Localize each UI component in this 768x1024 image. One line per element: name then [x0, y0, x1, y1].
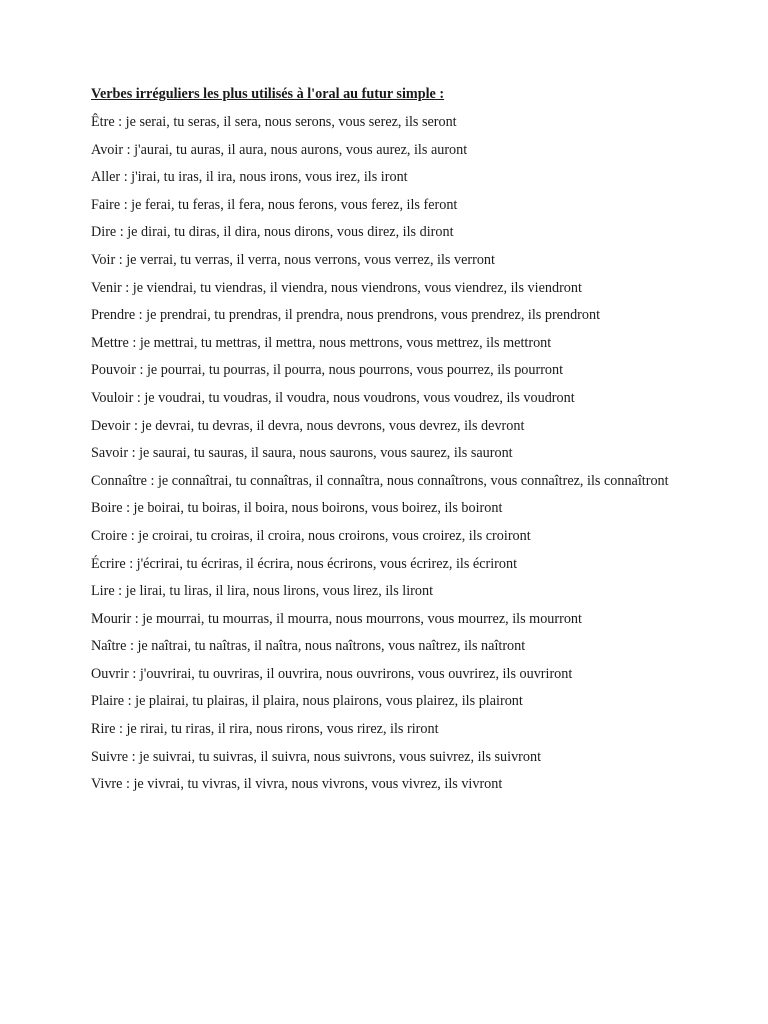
- conjugation-line-faire: Faire : je ferai, tu feras, il fera, nous ferons, vous ferez, ils feront: [91, 196, 458, 213]
- conjugation-line-vivre: Vivre : je vivrai, tu vivras, il vivra, nous vivrons, vous vivrez, ils vivront: [91, 776, 503, 793]
- conjugation-line-connaitre: Connaître : je connaîtrai, tu connaîtras, il connaîtra, nous connaîtrons, vous connaîtrez, ils connaîtront: [91, 472, 669, 489]
- conjugation-line-plaire: Plaire : je plairai, tu plairas, il plaira, nous plairons, vous plairez, ils plairont: [91, 693, 523, 710]
- conjugation-list: [91, 115, 671, 792]
- conjugation-line-ecrire: Écrire : j'écrirai, tu écriras, il écrira, nous écrirons, vous écrirez, ils écriront: [91, 555, 518, 572]
- conjugation-line-mettre: Mettre : je mettrai, tu mettras, il mettra, nous mettrons, vous mettrez, ils mettront: [91, 334, 552, 351]
- conjugation-line-voir: Voir : je verrai, tu verras, il verra, nous verrons, vous verrez, ils verront: [91, 251, 495, 268]
- conjugation-line-naitre: Naître : je naîtrai, tu naîtras, il naîtra, nous naîtrons, vous naîtrez, ils naîtront: [91, 638, 526, 655]
- conjugation-line-dire: Dire : je dirai, tu diras, il dira, nous dirons, vous direz, ils diront: [91, 224, 454, 241]
- conjugation-line-rire: Rire : je rirai, tu riras, il rira, nous rirons, vous rirez, ils riront: [91, 721, 439, 738]
- conjugation-line-suivre: Suivre : je suivrai, tu suivras, il suivra, nous suivrons, vous suivrez, ils suivront: [91, 748, 542, 765]
- conjugation-line-avoir: Avoir : j'aurai, tu auras, il aura, nous aurons, vous aurez, ils auront: [91, 141, 468, 158]
- conjugation-line-lire: Lire : je lirai, tu liras, il lira, nous lirons, vous lirez, ils liront: [91, 583, 434, 600]
- conjugation-line-aller: Aller : j'irai, tu iras, il ira, nous irons, vous irez, ils iront: [91, 169, 408, 186]
- conjugation-line-pouvoir: Pouvoir : je pourrai, tu pourras, il pourra, nous pourrons, vous pourrez, ils pourront: [91, 362, 564, 379]
- conjugation-line-savoir: Savoir : je saurai, tu sauras, il saura, nous saurons, vous saurez, ils sauront: [91, 445, 513, 462]
- conjugation-line-mourir: Mourir : je mourrai, tu mourras, il mourra, nous mourrons, vous mourrez, ils mourront: [91, 610, 582, 627]
- conjugation-line-ouvrir: Ouvrir : j'ouvrirai, tu ouvriras, il ouvrira, nous ouvrirons, vous ouvrirez, ils ouvriront: [91, 665, 573, 682]
- document-page: [91, 86, 671, 805]
- document-title: Verbes irréguliers les plus utilisés à l'oral au futur simple :: [91, 86, 445, 102]
- conjugation-line-boire: Boire : je boirai, tu boiras, il boira, nous boirons, vous boirez, ils boiront: [91, 500, 503, 517]
- conjugation-line-devoir: Devoir : je devrai, tu devras, il devra, nous devrons, vous devrez, ils devront: [91, 417, 525, 434]
- conjugation-line-prendre: Prendre : je prendrai, tu prendras, il prendra, nous prendrons, vous prendrez, ils prendront: [91, 307, 601, 324]
- conjugation-line-vouloir: Vouloir : je voudrai, tu voudras, il voudra, nous voudrons, vous voudrez, ils voudront: [91, 389, 575, 406]
- conjugation-line-croire: Croire : je croirai, tu croiras, il croira, nous croirons, vous croirez, ils croiront: [91, 527, 531, 544]
- conjugation-line-etre: Être : je serai, tu seras, il sera, nous serons, vous serez, ils seront: [91, 114, 457, 130]
- conjugation-line-venir: Venir : je viendrai, tu viendras, il viendra, nous viendrons, vous viendrez, ils viendront: [91, 279, 582, 296]
